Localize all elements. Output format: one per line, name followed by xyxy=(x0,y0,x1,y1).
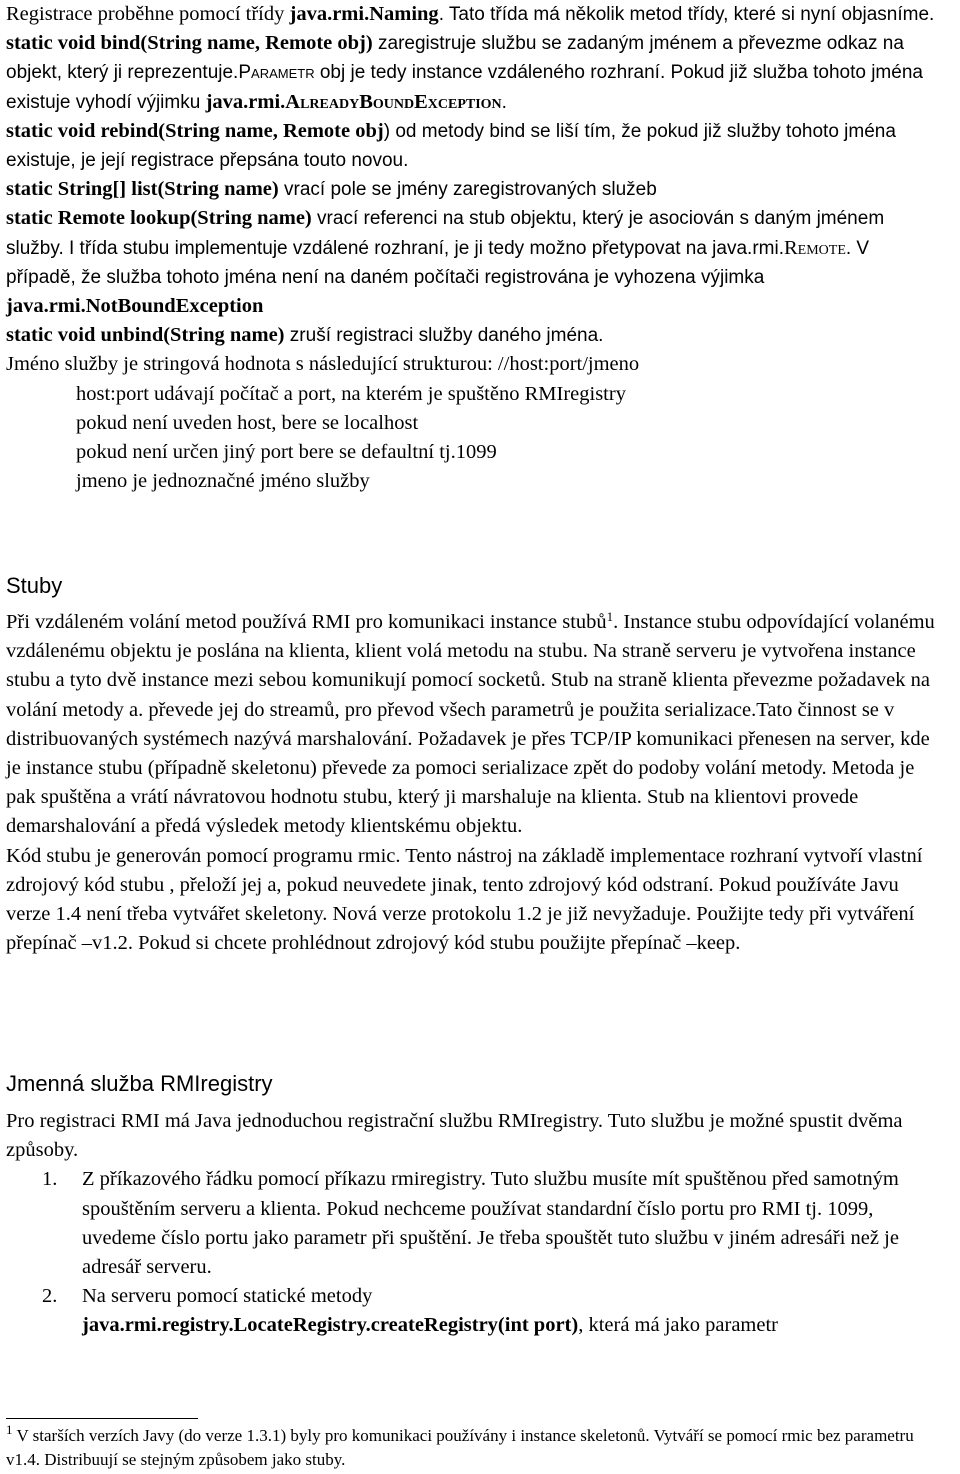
stuby-paragraph: Kód stubu je generován pomocí programu rmic. Tento nástroj na základě implementace rozhraní vytvoří vlastní zdrojový kód stubu , přeloží jej a, pokud neuvedete jinak, tento zdrojový kód odstraní. Pokud používáte Javu verze 1.4 není třeba vytvářet skeletony. Nová verze protokolu 1.2 je již nevyžaduje. Použijte tedy při vytváření přepínač –v1.2. Pokud si chcete prohlédnout zdrojový kód stubu použijte přepínač –keep. xyxy=(6,844,923,955)
indent-line: jmeno je jednoznačné jméno služby xyxy=(76,470,370,493)
list-number: 2. xyxy=(42,1285,58,1308)
text: . xyxy=(501,91,507,113)
text: vrací referenci na stub objektu, který je asociován s daným jménem služby. I třída stubu implementuje vzdálené rozhraní, je ji tedy možno přetypovat na java.rmi. xyxy=(6,208,885,259)
stuby-paragraph xyxy=(6,608,942,842)
exception-name: java.rmi. xyxy=(205,90,286,113)
footnote xyxy=(6,1424,920,1472)
text: Při vzdáleném volání metod používá RMI pro komunikaci instance stubů xyxy=(6,611,607,633)
text: zruší registraci služby daného jména. xyxy=(284,325,604,347)
method-signature: static void unbind(String name) xyxy=(6,324,285,347)
list-item-text: , která má jako parametr xyxy=(578,1314,778,1337)
text: Remote xyxy=(783,236,846,259)
unbind-method-paragraph xyxy=(6,321,942,350)
text: . Instance stubu odpovídající volanému vzdálenému objektu je poslána na klienta, klient volá metodu na stubu. Na straně serveru je vytvořena instance stubu a tyto dvě instance mezi sebou komunikují pomocí socketů. Stub na straně klienta převezme požadavek na volání metody a. převede jej do streamů, pro převod všech parametrů je použita serializace.Tato činnost se v distribuovaných systémech nazývá marshalování. Požadavek je přes TCP/IP komunikaci přenesen na server, kde je instance stubu (případně skeletonu) převede za pomoci serializace zpět do podoby volání metody. Metoda je pak spuštěna a vrátí návratovou hodnotu stubu, který ji marshaluje na klienta. Stub na klientovi provede demarshalování a předá výsledek metody klientskému objektu. xyxy=(6,611,935,838)
rmiregistry-paragraph: Pro registraci RMI má Java jednoduchou registrační službu RMIregistry. Tuto službu je možné spustit dvěma způsoby. xyxy=(6,1110,903,1162)
indent-line: pokud není určen jiný port bere se defaultní tj.1099 xyxy=(76,441,497,464)
text: vrací pole se jmény zaregistrovaných služeb xyxy=(278,179,657,201)
rebind-method-paragraph xyxy=(6,117,942,175)
list-item-text: Na serveru pomocí statické metody xyxy=(82,1285,373,1308)
exception-name: java.rmi.NotBoundException xyxy=(6,295,264,318)
stuby-section xyxy=(6,608,942,958)
list-item xyxy=(6,1282,942,1340)
method-signature: java.rmi.registry.LocateRegistry.createRegistry(int port) xyxy=(82,1314,579,1337)
text: Registrace proběhne pomocí třídy xyxy=(6,3,290,25)
indent-line: host:port udávají počítač a port, na kterém je spuštěno RMIregistry xyxy=(76,382,626,405)
bind-method-paragraph xyxy=(6,29,942,117)
method-signature: static String[] list(String name) xyxy=(6,178,279,201)
list-item xyxy=(6,1165,942,1282)
rmiregistry-section xyxy=(6,1107,942,1341)
text: obj je tedy instance vzdáleného rozhraní. Pokud již služba tohoto jména existuje vyhodí výjimku xyxy=(6,62,923,113)
indent-line: pokud není uveden host, bere se localhost xyxy=(76,411,419,434)
list-item-text: Z příkazového řádku pomocí příkazu rmiregistry. Tuto službu musíte mít spuštěnou před samotným spouštěním serveru a klienta. Pokud nechceme používat standardní číslo portu pro RMI tj. 1099, uvedeme číslo portu jako parametr při spuštění. Je třeba spouštět tuto službu v jiném adresáři než je adresář serveru. xyxy=(82,1168,899,1279)
text: zaregistruje službu se zadaným jménem a převezme odkaz na objekt, který ji reprezentuje. xyxy=(6,33,904,84)
exception-name: AlreadyBoundException xyxy=(285,90,502,113)
footnote-number: 1 xyxy=(6,1422,13,1437)
footnote-text: V starších verzích Javy (do verze 1.3.1) byly pro komunikaci používány i instance skeletonů. Vytváří se pomocí rmic bez parametru v1.4. Distribuují se stejným způsobem jako stuby. xyxy=(6,1426,914,1469)
section-heading-stuby: Stuby xyxy=(6,573,63,598)
list-method-paragraph xyxy=(6,175,942,204)
class-name: java.rmi.Naming xyxy=(289,3,439,25)
footnote-divider xyxy=(6,1418,198,1419)
list-number: 1. xyxy=(42,1168,58,1191)
section-heading-rmiregistry: Jmenná služba RMIregistry xyxy=(6,1071,273,1096)
intro-paragraph xyxy=(6,0,942,29)
method-signature: static void rebind(String name, Remote obj xyxy=(6,119,384,142)
service-name-paragraph: Jméno služby je stringová hodnota s následující strukturou: //host:port/jmeno xyxy=(6,353,640,376)
method-signature: static Remote lookup(String name) xyxy=(6,207,312,230)
text: ) od metody bind se liší tím, že pokud již služby tohoto jména existuje, je její registrace přepsána touto novou. xyxy=(6,120,896,172)
method-signature: static void bind(String name, Remote obj) xyxy=(6,32,373,55)
footnote-reference[interactable]: 1 xyxy=(606,609,614,624)
numbered-list xyxy=(6,1165,942,1340)
lookup-method-paragraph xyxy=(6,204,942,321)
intro-section xyxy=(6,0,942,496)
text: Parametr xyxy=(238,62,315,84)
text: . Tato třída má několik metod třídy, které si nyní objasníme. xyxy=(438,4,935,25)
text: . V případě, že služba tohoto jména není na daném počítači registrována je vyhozena výjimka xyxy=(6,237,870,288)
